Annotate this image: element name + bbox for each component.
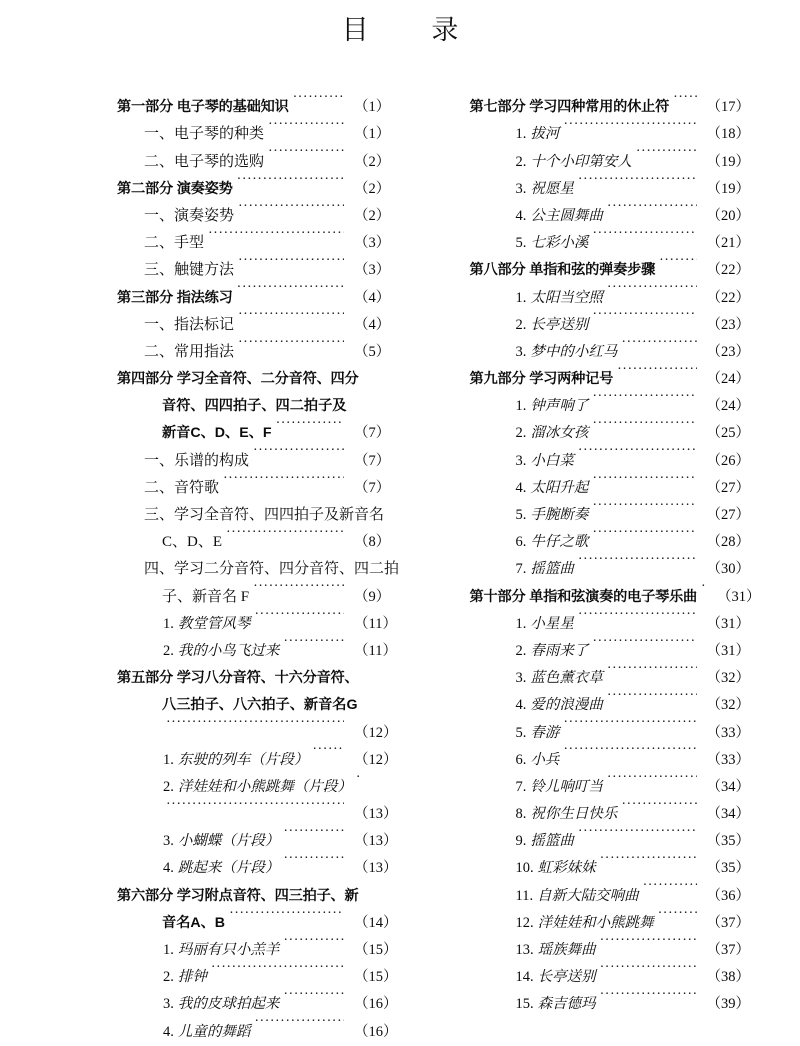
dot-leader xyxy=(166,791,344,818)
toc-entry-label: 四、学习二分音符、四分音符、四二拍 xyxy=(144,556,403,583)
dot-leader xyxy=(363,356,369,383)
dot-leader xyxy=(293,84,344,111)
toc-item-title: 东驶的列车（片段） xyxy=(178,752,309,768)
toc-item-title: 虹彩妹妹 xyxy=(538,860,596,876)
toc-item-title: 手腕断奏 xyxy=(530,507,588,523)
toc-column-left xyxy=(0,84,448,1036)
toc-item-number: 7. xyxy=(516,561,527,577)
toc-page-number: （1） xyxy=(344,121,400,148)
toc-page-number: （13） xyxy=(344,828,400,855)
toc-page-number: （13） xyxy=(344,855,400,882)
dot-leader xyxy=(701,573,707,600)
toc-entry-label xyxy=(516,991,600,1018)
dot-leader xyxy=(607,193,697,220)
toc-entry-label xyxy=(516,339,622,366)
dot-leader xyxy=(592,220,696,247)
toc-page-number: （7） xyxy=(344,475,400,502)
toc-item-number: 7. xyxy=(516,779,527,795)
toc-item-title: 七彩小溪 xyxy=(530,235,588,251)
toc-entry-label: 第八部分 单指和弦的弹奏步骤 xyxy=(470,257,660,284)
toc-page-number: （4） xyxy=(344,312,400,339)
toc-item-number: 2. xyxy=(516,154,527,170)
toc-item-number: 2. xyxy=(163,779,174,795)
toc-item-number: 4. xyxy=(163,860,174,876)
dot-leader xyxy=(563,709,696,736)
dot-leader xyxy=(388,492,394,519)
dot-leader xyxy=(254,1008,344,1035)
toc-page-number: （32） xyxy=(697,692,753,719)
toc-item-title: 长亭送别 xyxy=(530,317,588,333)
toc-entry-label xyxy=(516,502,593,529)
toc-page-number: （12） xyxy=(344,720,400,747)
toc-item-number: 4. xyxy=(516,697,527,713)
dot-leader xyxy=(283,981,344,1008)
toc-entries-right xyxy=(470,84,753,1008)
toc-item-title: 拔河 xyxy=(530,126,559,142)
toc-page-number: （37） xyxy=(697,937,753,964)
toc-entry-label xyxy=(516,475,593,502)
toc-entry-label: 第三部分 指法练习 xyxy=(117,285,237,312)
toc-item-number: 13. xyxy=(516,942,534,958)
toc-item-title: 摇篮曲 xyxy=(530,561,574,577)
toc-page-number: （28） xyxy=(697,529,753,556)
toc-entry-label: 第二部分 演奏姿势 xyxy=(117,176,237,203)
toc-entry-label xyxy=(163,747,312,774)
toc-item-number: 3. xyxy=(163,833,174,849)
dot-leader xyxy=(592,519,696,546)
toc-item-number: 1. xyxy=(516,126,527,142)
toc-entry-label: 音符、四四拍子、四二拍子及 xyxy=(162,393,350,420)
toc-entry-label: 一、乐谱的构成 xyxy=(144,448,253,475)
toc-item-number: 2. xyxy=(516,425,527,441)
toc-page-number: （26） xyxy=(697,448,753,475)
toc-entry-label xyxy=(516,774,607,801)
toc-page-number: （4） xyxy=(344,285,400,312)
toc-item-number: 3. xyxy=(163,996,174,1012)
dot-leader xyxy=(254,601,344,628)
toc-item-title: 洋娃娃和小熊跳舞 xyxy=(538,915,654,931)
toc-page-number: （3） xyxy=(344,257,400,284)
toc-item-title: 钟声响了 xyxy=(530,398,588,414)
toc-item-number: 4. xyxy=(516,208,527,224)
toc-item-number: 15. xyxy=(516,996,534,1012)
toc-item-number: 14. xyxy=(516,969,534,985)
dot-leader xyxy=(600,927,697,954)
toc-entry-label: 一、电子琴的种类 xyxy=(144,121,268,148)
toc-item-title: 春游 xyxy=(530,725,559,741)
toc-item-title: 十个小印第安人 xyxy=(530,154,632,170)
toc-page-number: （14） xyxy=(344,910,400,937)
toc-page-number: （32） xyxy=(697,665,753,692)
dot-leader xyxy=(607,682,697,709)
toc-item-title: 祝愿星 xyxy=(530,181,574,197)
dot-leader xyxy=(636,138,697,165)
toc-entry-label: 一、指法标记 xyxy=(144,312,238,339)
toc-item-number: 2. xyxy=(516,317,527,333)
toc-page-number: （30） xyxy=(697,556,753,583)
dot-leader xyxy=(592,302,696,329)
toc-page-number: （23） xyxy=(697,312,753,339)
dot-leader xyxy=(283,845,344,872)
dot-leader xyxy=(268,111,344,138)
toc-item-title: 森吉德玛 xyxy=(538,996,596,1012)
dot-leader xyxy=(356,764,362,791)
toc-page-number: （16） xyxy=(344,1019,400,1046)
dot-leader xyxy=(600,981,697,1008)
toc-item-title: 排钟 xyxy=(178,969,207,985)
toc-entry-label xyxy=(163,611,254,638)
toc-item-title: 铃儿响叮当 xyxy=(530,779,603,795)
toc-page-number: （18） xyxy=(697,121,753,148)
toc-page-number: （19） xyxy=(697,176,753,203)
toc-entry-label xyxy=(516,883,643,910)
dot-leader xyxy=(312,737,344,764)
toc-page-number: （39） xyxy=(697,991,753,1018)
toc-item-title: 我的皮球拍起来 xyxy=(178,996,280,1012)
toc-entry-label: 二、音符歌 xyxy=(144,475,223,502)
dot-leader xyxy=(403,546,409,573)
dot-leader xyxy=(658,900,697,927)
dot-leader xyxy=(226,519,344,546)
toc-entry-label: 三、触键方法 xyxy=(144,257,238,284)
toc-entries-left xyxy=(117,84,400,1036)
toc-item-number: 1. xyxy=(516,290,527,306)
toc-item-number: 2. xyxy=(516,643,527,659)
toc-item-title: 春雨来了 xyxy=(530,643,588,659)
toc-leader-row[interactable] xyxy=(117,791,400,818)
page-title: 目 录 xyxy=(0,8,800,47)
dot-leader xyxy=(166,709,344,736)
toc-page-number: （24） xyxy=(697,366,753,393)
toc-entry-label xyxy=(516,176,578,203)
dot-leader xyxy=(237,274,344,301)
toc-part-heading[interactable] xyxy=(470,84,753,111)
toc-entry-label xyxy=(516,312,593,339)
toc-entry-label: 三、学习全音符、四四拍子及新音名 xyxy=(144,502,388,529)
toc-item-title: 祝你生日快乐 xyxy=(530,806,617,822)
dot-leader xyxy=(592,465,696,492)
dot-leader xyxy=(238,247,344,274)
toc-item-title: 公主圆舞曲 xyxy=(530,208,603,224)
toc-item-title: 教堂管风琴 xyxy=(178,616,251,632)
toc-entry-label xyxy=(163,964,211,991)
dot-leader xyxy=(578,601,697,628)
toc-entry-label: 二、常用指法 xyxy=(144,339,238,366)
toc-page-number: （31） xyxy=(697,638,753,665)
dot-leader xyxy=(607,764,697,791)
toc-item-number: 6. xyxy=(516,752,527,768)
dot-leader xyxy=(563,111,696,138)
toc-item-number: 6. xyxy=(516,534,527,550)
toc-item-title: 玛丽有只小羔羊 xyxy=(178,942,280,958)
toc-item-title: 太阳当空照 xyxy=(530,290,603,306)
toc-entry-label: 二、电子琴的选购 xyxy=(144,149,268,176)
toc-item-number: 5. xyxy=(516,725,527,741)
toc-page-number: （27） xyxy=(697,502,753,529)
dot-leader xyxy=(592,383,696,410)
toc-item-title: 瑶族舞曲 xyxy=(538,942,596,958)
toc-entry-label: 第五部分 学习八分音符、十六分音符、 xyxy=(117,665,363,692)
toc-columns xyxy=(0,84,800,1036)
toc-item-title: 蓝色薰衣草 xyxy=(530,670,603,686)
toc-entry-label xyxy=(516,665,607,692)
toc-entry-label xyxy=(163,828,283,855)
toc-entry-label: 第一部分 电子琴的基础知识 xyxy=(117,94,293,121)
dot-leader xyxy=(578,818,697,845)
toc-part-heading[interactable] xyxy=(117,84,400,111)
toc-item-number: 10. xyxy=(516,860,534,876)
toc-item-number: 1. xyxy=(163,942,174,958)
toc-page-number: （12） xyxy=(344,747,400,774)
toc-page-number: （7） xyxy=(344,420,400,447)
toc-entry-label xyxy=(516,611,578,638)
toc-item-title: 我的小鸟飞过来 xyxy=(178,643,280,659)
toc-entry-label xyxy=(516,230,593,257)
toc-entry-label xyxy=(516,556,578,583)
dot-leader xyxy=(363,655,369,682)
dot-leader xyxy=(238,302,344,329)
dot-leader xyxy=(578,546,697,573)
toc-entry-label xyxy=(516,448,578,475)
toc-item-number: 3. xyxy=(516,344,527,360)
toc-entry-label: 子、新音名 F xyxy=(162,584,253,611)
dot-leader xyxy=(578,437,697,464)
toc-item-title: 摇篮曲 xyxy=(530,833,574,849)
toc-item-number: 1. xyxy=(163,752,174,768)
dot-leader xyxy=(621,791,696,818)
dot-leader xyxy=(361,682,367,709)
toc-page-number: （15） xyxy=(344,964,400,991)
dot-leader xyxy=(283,818,344,845)
toc-entry-label xyxy=(516,964,600,991)
toc-item-number: 2. xyxy=(163,969,174,985)
toc-page-number: （27） xyxy=(697,475,753,502)
toc-item-title: 牛仔之歌 xyxy=(530,534,588,550)
toc-item-title: 跳起来（片段） xyxy=(178,860,280,876)
toc-page-number: （2） xyxy=(344,176,400,203)
toc-page-number: （35） xyxy=(697,855,753,882)
toc-entry-label xyxy=(516,937,600,964)
toc-item-title: 自新大陆交响曲 xyxy=(537,888,639,904)
toc-page-number: （24） xyxy=(697,393,753,420)
dot-leader xyxy=(283,628,344,655)
dot-leader xyxy=(268,138,344,165)
toc-entry-label: 八三拍子、八六拍子、新音名G xyxy=(162,692,361,719)
toc-page-number: （34） xyxy=(697,801,753,828)
toc-page-number: （34） xyxy=(697,774,753,801)
toc-page-number: （22） xyxy=(697,257,753,284)
toc-entry-label xyxy=(516,855,600,882)
toc-page-number: （2） xyxy=(344,203,400,230)
toc-entry-label xyxy=(516,828,578,855)
toc-item-number: 5. xyxy=(516,235,527,251)
dot-leader xyxy=(208,220,344,247)
dot-leader xyxy=(578,166,697,193)
toc-page-number: （38） xyxy=(697,964,753,991)
toc-page-number: （36） xyxy=(697,883,753,910)
toc-item-number: 2. xyxy=(163,643,174,659)
toc-entry-label xyxy=(163,1019,254,1046)
dot-leader xyxy=(350,383,356,410)
dot-leader xyxy=(253,437,344,464)
toc-entry-label: 第六部分 学习附点音符、四三拍子、新 xyxy=(117,883,363,910)
toc-page-number: （22） xyxy=(697,285,753,312)
toc-item-title: 小蝴蝶（片段） xyxy=(178,833,280,849)
toc-item-number: 12. xyxy=(516,915,534,931)
dot-leader xyxy=(223,465,344,492)
toc-entry-label: 第九部分 学习两种记号 xyxy=(470,366,618,393)
toc-item-number: 9. xyxy=(516,833,527,849)
dot-leader xyxy=(643,872,697,899)
toc-entry-label: C、D、E xyxy=(162,529,226,556)
toc-page-number: （15） xyxy=(344,937,400,964)
toc-entry-label xyxy=(516,393,593,420)
toc-entry-label: 第十部分 单指和弦演奏的电子琴乐曲 xyxy=(470,584,702,611)
toc-page-number: （33） xyxy=(697,720,753,747)
dot-leader xyxy=(617,356,696,383)
toc-page-number: （37） xyxy=(697,910,753,937)
toc-entry-label xyxy=(516,747,564,774)
toc-item-number: 1. xyxy=(163,616,174,632)
dot-leader xyxy=(563,737,696,764)
toc-entry-label xyxy=(516,121,564,148)
toc-item-number: 1. xyxy=(516,398,527,414)
toc-page-number: （9） xyxy=(344,584,400,611)
dot-leader xyxy=(659,247,696,274)
toc-item-title: 太阳升起 xyxy=(530,480,588,496)
toc-item-title: 溜冰女孩 xyxy=(530,425,588,441)
toc-page-number: （35） xyxy=(697,828,753,855)
toc-item-title: 小兵 xyxy=(530,752,559,768)
toc-item-number: 11. xyxy=(516,888,534,904)
toc-page-number: （13） xyxy=(344,801,400,828)
dot-leader xyxy=(363,872,369,899)
dot-leader xyxy=(621,329,696,356)
toc-page-number: （16） xyxy=(344,991,400,1018)
toc-item-number: 4. xyxy=(163,1024,174,1040)
toc-entry-label: 新音C、D、E、F xyxy=(162,420,276,447)
toc-entry-label: 二、手型 xyxy=(144,230,208,257)
toc-entry-label: 一、演奏姿势 xyxy=(144,203,238,230)
toc-entry-label xyxy=(516,638,593,665)
toc-page-number: （11） xyxy=(344,611,400,638)
dot-leader xyxy=(283,927,344,954)
toc-page-number: （17） xyxy=(697,94,753,121)
toc-entry-label: 第四部分 学习全音符、二分音符、四分 xyxy=(117,366,363,393)
toc-item-title: 小白菜 xyxy=(530,453,574,469)
toc-page-number: （3） xyxy=(344,230,400,257)
toc-item-number: 3. xyxy=(516,453,527,469)
toc-page-number: （1） xyxy=(344,94,400,121)
toc-item-number: 8. xyxy=(516,806,527,822)
toc-page-number: （11） xyxy=(344,638,400,665)
toc-page-number: （23） xyxy=(697,339,753,366)
toc-column-right xyxy=(448,84,800,1036)
toc-item-title: 儿童的舞蹈 xyxy=(178,1024,251,1040)
toc-item-number: 3. xyxy=(516,181,527,197)
dot-leader xyxy=(276,410,344,437)
toc-entry-label xyxy=(516,720,564,747)
toc-page-number: （20） xyxy=(697,203,753,230)
dot-leader xyxy=(600,845,697,872)
toc-item-number: 1. xyxy=(516,616,527,632)
toc-page-number: （31） xyxy=(697,611,753,638)
dot-leader xyxy=(592,410,696,437)
toc-item-title: 洋娃娃和小熊跳舞（片段） xyxy=(178,779,352,795)
toc-item-number: 4. xyxy=(516,480,527,496)
dot-leader xyxy=(673,84,696,111)
dot-leader xyxy=(592,628,696,655)
toc-page-number: （25） xyxy=(697,420,753,447)
toc-entry-label: 音名A、B xyxy=(162,910,229,937)
dot-leader xyxy=(592,492,696,519)
toc-item-title: 长亭送别 xyxy=(538,969,596,985)
toc-item-title: 梦中的小红马 xyxy=(530,344,617,360)
dot-leader xyxy=(253,573,344,600)
toc-item-title: 小星星 xyxy=(530,616,574,632)
dot-leader xyxy=(211,954,344,981)
dot-leader xyxy=(238,329,344,356)
toc-entry-label: 第七部分 学习四种常用的休止符 xyxy=(470,94,674,121)
toc-page-number: （21） xyxy=(697,230,753,257)
dot-leader xyxy=(238,193,344,220)
toc-entry-label xyxy=(163,638,283,665)
toc-item-title: 爱的浪漫曲 xyxy=(530,697,603,713)
dot-leader xyxy=(600,954,697,981)
dot-leader xyxy=(229,900,344,927)
toc-item-number: 3. xyxy=(516,670,527,686)
toc-entry-label xyxy=(163,855,283,882)
toc-page-number: （31） xyxy=(707,584,763,611)
toc-page-number: （19） xyxy=(697,149,753,176)
toc-page-number: （2） xyxy=(344,149,400,176)
toc-item-number: 5. xyxy=(516,507,527,523)
toc-page-number: （8） xyxy=(344,529,400,556)
dot-leader xyxy=(237,166,344,193)
dot-leader xyxy=(607,655,697,682)
toc-page-number: （7） xyxy=(344,448,400,475)
dot-leader xyxy=(607,274,697,301)
toc-page-number: （5） xyxy=(344,339,400,366)
toc-page-number: （33） xyxy=(697,747,753,774)
